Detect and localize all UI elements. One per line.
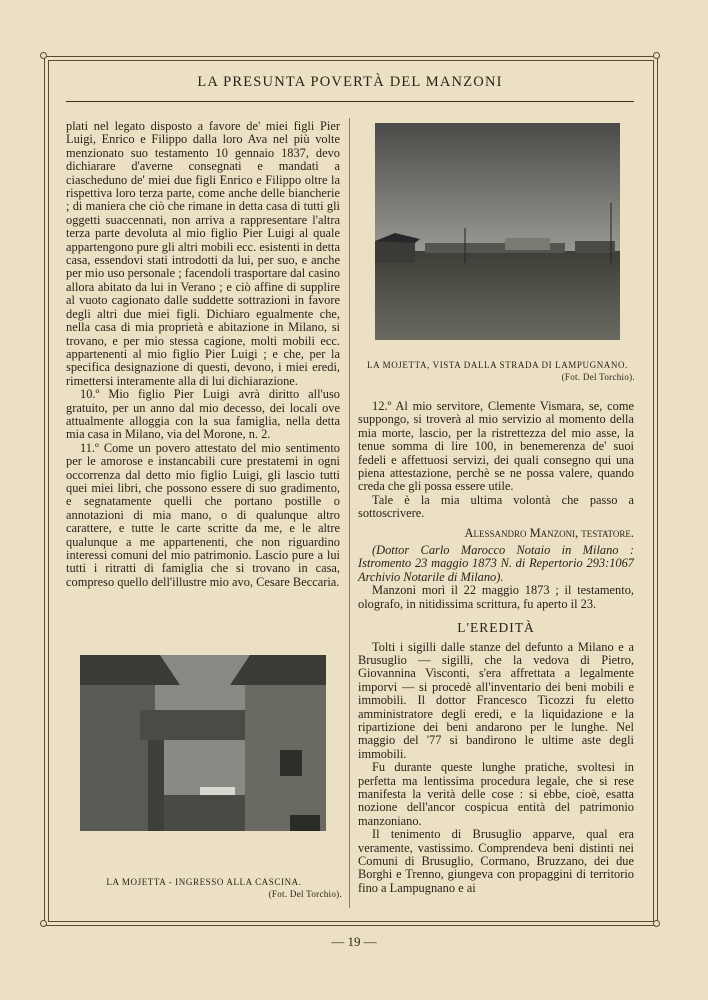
page-number: — 19 — xyxy=(331,934,377,949)
paragraph: 10.º Mio figlio Pier Luigi avrà diritto all'uso gratuito, per un anno dal mio decesso, dei locali ove attualmente alloggia con la sua famiglia, nella detta mia casa in Milano, via del Morone, n. 2. xyxy=(66,387,340,442)
paragraph: Tolti i sigilli dalle stanze del defunto a Milano e a Brusuglio — sigilli, che la vedova di Pietro, Giovannina Visconti, s'era affrettata a legalmente imporvi — si procedè all'inventario dei beni mobili e immobili. Il dottor Francesco Ticozzi fu eletto amministratore degli eredi, e la liquidazione e la ripartizione dei beni andarono per le lunghe. Nel maggio del '77 si bandirono le ultime aste degli immobili. xyxy=(358,639,634,761)
column-divider xyxy=(349,118,350,908)
right-column xyxy=(358,400,634,895)
paragraph: Tale è la mia ultima volontà che passo a sottoscrivere. xyxy=(358,492,634,521)
corner-ornament xyxy=(653,52,660,59)
paragraph: plati nel legato disposto a favore de' miei figli Pier Luigi, Enrico e Filippo dalla loro Ava nel più volte menzionato suo testamento 10 gennaio 1837, devo dichiarare d'averne consegnati e mandati a ciascheduno de' miei due figli Enrico e Filippo oltre la rispettiva loro terza parte, come anche delle biancherie ; di maniera che ciò che rimane in detta casa di tutti gli oggetti suaccennati, non arriva a rappresentare l'altra terza parte devoluta al mio figlio Pier Luigi al quale appartengono pure gli altri mobili ecc. esistenti in detta casa, essendovi stati introdotti da lui, per suo, e anche per mio uso personale ; facendoli trasportare dal casino allora abitato da lui in Verano ; e ciò affine di supplire al vuoto cagionato dalle suddette sottrazioni in favore degli altri due miei figli. Dichiaro egualmente che, nella casa di mia proprietà e abitazione in Milano, si trovano, e per mio stessa cagione, molti mobili ecc. appartenenti al mio figlio Pier Luigi ; e che, per la specifica designazione di questi, devono, i miei eredi, rimettersi interamente alla di lui dichiarazione. xyxy=(66,119,340,388)
photo-credit: (Fot. Del Torchio). xyxy=(268,889,342,899)
photo-caption-top xyxy=(360,359,635,383)
photo-caption-bottom xyxy=(66,876,342,900)
corner-ornament xyxy=(40,52,47,59)
photo-credit: (Fot. Del Torchio). xyxy=(561,372,635,382)
title-rule xyxy=(66,101,634,102)
page-title: LA PRESUNTA POVERTÀ DEL MANZONI xyxy=(197,74,503,90)
caption-text: LA MOJETTA - INGRESSO ALLA CASCINA. xyxy=(106,877,302,887)
corner-ornament xyxy=(40,920,47,927)
photo-mojetta-entrance xyxy=(80,655,326,831)
paragraph: Fu durante queste lunghe pratiche, svoltesi in perfetta ma lentissima procedura legale, che si rese manifesta la verità delle cose : si ebbe, cioè, esatta nozione dell'ancor cospicua entità del patrimonio manzoniano. xyxy=(358,760,634,828)
signature: Alessandro Manzoni, testatore. xyxy=(464,525,634,540)
caption-text: LA MOJETTA, VISTA DALLA STRADA DI LAMPUGNANO. xyxy=(367,360,628,370)
section-heading: L'EREDITÀ xyxy=(457,620,535,636)
paragraph: Il tenimento di Brusuglio apparve, qual era veramente, vastissimo. Comprendeva beni distinti nei Comuni di Brusuglio, Cormano, Bruzzano, dei due Borghi e Trenno, giungeva con propaggini di territorio fino a Lampugnano e ai xyxy=(358,827,634,895)
notary-citation: (Dottor Carlo Marocco Notaio in Milano : Istromento 23 maggio 1873 N. di Repertorio 293:1067 Archivio Notarile di Milano). xyxy=(358,543,634,584)
left-column xyxy=(66,120,340,589)
paragraph: 11.º Come un povero attestato del mio sentimento per le amorose e instancabili cure prestatemi in ogni occorrenza dal detto mio figlio Luigi, gli lascio tutti quei miei libri, che possono essere di suo gradimento, e segnatamente quelli che portano postille o annotazioni di mia mano, o di qualunque altro carattere, e tutte le carte scritte da me, e le altre qualunque a me appartenenti, che non riguardino interessi comuni del mio patrimonio. Lascio pure a lui tutti i ritratti di famiglia che si trovano in casa, compreso quello dell'illustre mio avo, Cesare Beccaria. xyxy=(66,440,340,589)
corner-ornament xyxy=(653,920,660,927)
paragraph: Manzoni morì il 22 maggio 1873 ; il testamento, olografo, in nitidissima scrittura, fu aperto il 23. xyxy=(358,583,634,611)
paragraph: 12.º Al mio servitore, Clemente Vismara, se, come suppongo, si troverà al mio servizio al momento della mia morte, lascio, per la ristrettezza del mio asse, la tenue somma di lire 100, in benemerenza de' suoi fedeli e affettuosi servizi, dei quali consegno qui una piena attestazione, perchè se ne possa valere, quando creda che gli possa essere utile. xyxy=(358,399,634,494)
photo-mojetta-road xyxy=(375,123,620,340)
